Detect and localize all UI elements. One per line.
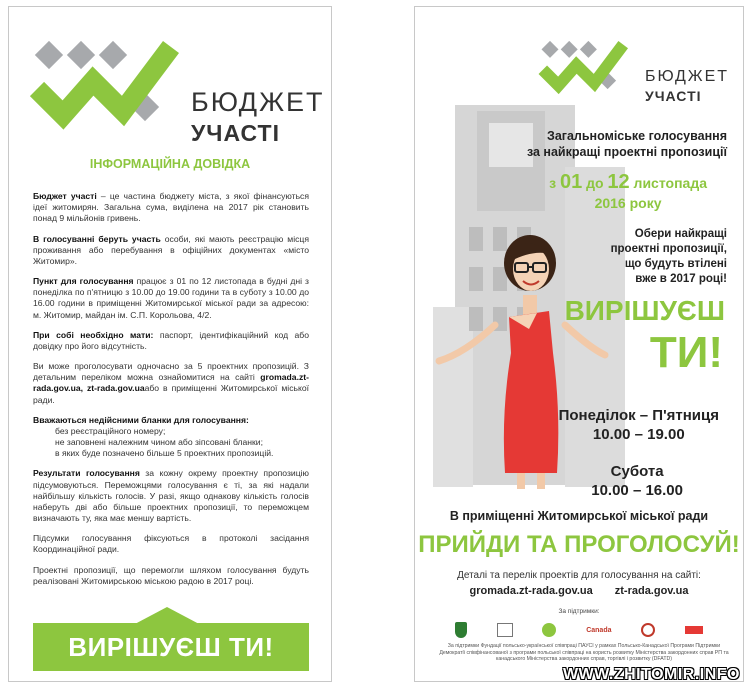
term-results: Результати голосування xyxy=(33,468,140,479)
support-label: За підтримки: xyxy=(558,608,600,615)
invalid-item: не заповнені належним чином або зіпсовані бланки; xyxy=(55,437,263,448)
footer-note: За підтримки Фундації польсько-української співпраці ПАУСІ у рамках Польсько-Канадської Програми Підтримки Демократії співфінансованої з програми польської співпраці на користь розвитку Міністерства закордонних справ РП та канадського Міністерства закордонних справ, торгівлі і розвитку (DFATD) xyxy=(439,643,729,662)
term-voting-point: Пункт для голосування xyxy=(33,276,134,287)
text-participants: особи, які мають реєстрацію місця проживання або перебування в офіційних документах «місто Житомир». xyxy=(33,233,309,266)
choose-line: Обери найкращі xyxy=(634,228,727,240)
paragraph-protocol: Підсумки голосування фіксуються в протоколі засідання Координаційної ради. xyxy=(33,533,309,555)
text-documents: паспорт, ідентифікаційний код або довідку про його відсутність. xyxy=(33,329,309,351)
logo-line-2: УЧАСТІ xyxy=(645,88,702,104)
details-text: Деталі та перелік проектів для голосування на сайті: xyxy=(457,570,701,581)
info-sheet-panel xyxy=(8,6,332,682)
info-body xyxy=(33,191,309,596)
logo-line-1: БЮДЖЕТ xyxy=(645,68,730,85)
budget-logo xyxy=(533,35,633,101)
logo-wordmark xyxy=(645,69,729,103)
dates-prefix: з xyxy=(549,175,560,191)
choose-slogan xyxy=(611,227,727,287)
info-title: ІНФОРМАЦІЙНА ДОВІДКА xyxy=(89,157,251,171)
saturday-label: Субота xyxy=(610,463,664,480)
come-vote-text: ПРИЙДИ ТА ПРОГОЛОСУЙ! xyxy=(418,531,740,558)
site-links xyxy=(415,585,743,597)
link-zt-rada[interactable]: zt-rada.gov.ua xyxy=(614,585,689,597)
weekday-time: 10.00 – 19.00 xyxy=(592,425,685,443)
text-budget: – це частина бюджету міста, з якої фінансуються ідеї житомирян. Загальна сума, виділена на 2017 рік становить понад 9 мільйонів гривень. xyxy=(33,191,309,224)
dates-month: листопада xyxy=(629,175,707,191)
text-results: за кожну окрему проектну пропозицію підсумовуються. Переможцями голосування є ті, за які надали найбільшу кількість голосів. У разі, якщо однакову кількість голосів наберуть дві або більше проектних пропозиції, то переможцем визначають ту, яка має меншу вартість. xyxy=(33,468,310,524)
sponsor-logo-icon xyxy=(641,623,655,637)
sponsor-logo-icon xyxy=(497,623,513,637)
weekday-label: Понеділок – П'ятниця xyxy=(558,407,719,424)
watermark: WWW.ZHITOMIR.INFO xyxy=(562,666,740,683)
date-start: 01 xyxy=(559,171,583,193)
vote-heading-line: за найкращі проектні пропозиції xyxy=(526,144,727,159)
term-participants: В голосуванні беруть участь xyxy=(33,233,161,244)
choose-line: що будуть втілені xyxy=(624,257,727,270)
saturday-time: 10.00 – 16.00 xyxy=(591,481,683,499)
sponsor-logo-icon xyxy=(685,626,703,634)
saturday-hours xyxy=(591,463,683,501)
logo-mark-icon xyxy=(533,35,633,101)
decide-banner: ВИРІШУЄШ ТИ! xyxy=(33,623,309,671)
choose-line: вже в 2017 році! xyxy=(635,272,727,285)
dates-year: 2016 року xyxy=(594,195,662,211)
logo-mark-icon xyxy=(29,31,179,141)
link-gromada[interactable]: gromada.zt-rada.gov.ua xyxy=(33,372,309,394)
vote-heading-line: Загальноміське голосування xyxy=(546,129,727,143)
sponsor-canada: Canada xyxy=(586,626,612,634)
paragraph-invalid xyxy=(33,415,309,460)
coat-of-arms-icon xyxy=(455,622,467,638)
sponsor-logo-icon xyxy=(542,623,556,637)
paragraph-participants xyxy=(33,234,309,268)
link-separator: , xyxy=(80,383,87,394)
text-sites: Ви може проголосувати одночасно за 5 проектних пропозицій. З детальним переліком можна ознайомитися на сайті xyxy=(33,361,309,383)
logo-line-1: БЮДЖЕТ xyxy=(191,87,325,117)
link-gromada[interactable]: gromada.zt-rada.gov.ua xyxy=(469,585,593,597)
invalid-item: в яких буде позначено більше 5 проектних пропозицій. xyxy=(55,448,274,459)
term-invalid: Вважаються недійсними бланки для голосування: xyxy=(33,414,249,425)
choose-line: проектні пропозиції, xyxy=(610,242,727,255)
you-text: ТИ! xyxy=(649,328,723,377)
decide-text: ВИРІШУЄШ xyxy=(564,295,725,326)
vote-heading xyxy=(527,129,727,160)
poster-panel xyxy=(414,6,744,682)
paragraph-implementation: Проектні пропозиції, що перемогли шляхом голосування будуть реалізовані Житомирською міською радою в 2017 році. xyxy=(33,564,309,586)
logo-wordmark xyxy=(191,89,325,145)
paragraph-voting-point xyxy=(33,276,309,321)
term-budget: Бюджет участі xyxy=(33,191,97,201)
term-documents: При собі необхідно мати: xyxy=(33,329,154,340)
text-sites-end: або в приміщенні Житомирської міської ради. xyxy=(33,383,310,405)
paragraph-results xyxy=(33,468,309,524)
vote-dates xyxy=(549,170,707,213)
woman-illustration xyxy=(425,233,615,489)
premises-text: В приміщенні Житомирської міської ради xyxy=(449,509,709,523)
link-zt-rada[interactable]: zt-rada.gov.ua xyxy=(86,383,145,394)
budget-logo xyxy=(29,31,179,141)
date-end: 12 xyxy=(607,171,630,193)
paragraph-documents xyxy=(33,330,309,352)
invalid-item: без реєстраційного номеру; xyxy=(55,425,166,436)
logo-line-2: УЧАСТІ xyxy=(191,120,280,146)
weekday-hours xyxy=(559,407,719,445)
dates-mid: до xyxy=(582,175,608,191)
sponsor-logos xyxy=(455,619,703,641)
paragraph-budget xyxy=(33,191,309,225)
text-voting-point: працює з 01 по 12 листопада в будні дні з понеділка по п'ятницю з 10.00 до 19.00 години та в суботу з 10.00 до 16.00 години в приміщенні Житомирської міської ради за адресою: м. Житомир, майдан ім. С.П. Корольова, 4/2. xyxy=(33,276,309,320)
paragraph-sites xyxy=(33,361,309,406)
